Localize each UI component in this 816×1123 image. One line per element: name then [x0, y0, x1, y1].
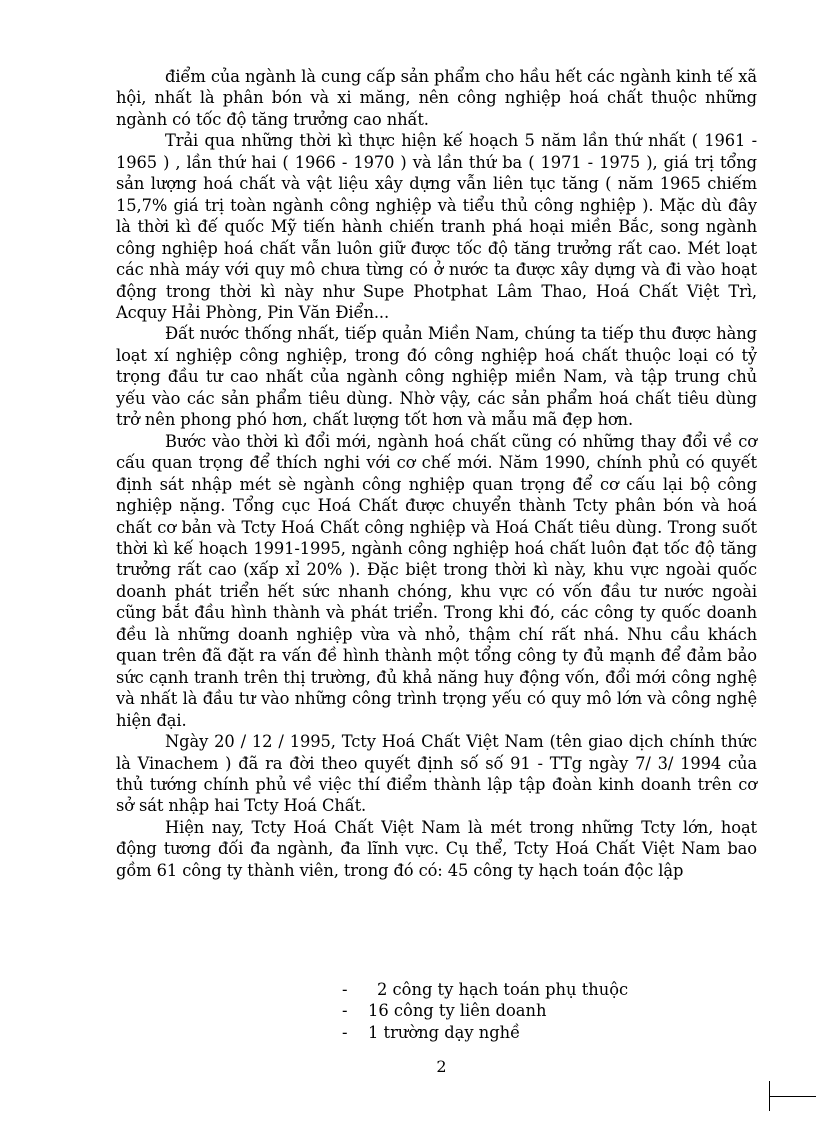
list-item	[342, 1000, 628, 1021]
paragraph-five-year-plans: Trải qua những thời kì thực hiện kế hoạch 5 năm lần thứ nhất ( 1961 - 1965 ) , lần thứ hai ( 1966 - 1970 ) và lần thứ ba ( 1971 - 1975 ), giá trị tổng sản lượng hoá chất và vật liệu xây dựng vẫn liên tục tăng ( năm 1965 chiếm 15,7% giá trị toàn ngành công nghiệp và tiểu thủ công nghiệp ). Mặc dù đây là thời kì đế quốc Mỹ tiến hành chiến tranh phá hoại miền Bắc, song ngành công nghiệp hoá chất vẫn luôn giữ được tốc độ tăng trưởng rất cao. Mét loạt các nhà máy với quy mô chưa từng có ở nước ta được xây dựng và đi vào hoạt động trong thời kì này như Supe Photphat Lâm Thao, Hoá Chất Việt Trì, Acquy Hải Phòng, Pin Văn Điển...	[116, 131, 757, 322]
paragraph-renovation: Bước vào thời kì đổi mới, ngành hoá chất cũng có những thay đổi về cơ cấu quan trọng để thích nghi với cơ chế mới. Năm 1990, chính phủ có quyết định sát nhập mét sè ngành công nghiệp quan trọng để cơ cấu lại bộ công nghiệp nặng. Tổng cục Hoá Chất được chuyển thành Tcty phân bón và hoá chất cơ bản và Tcty Hoá Chất công nghiệp và Hoá Chất tiêu dùng. Trong suốt thời kì kế hoạch 1991-1995, ngành công nghiệp hoá chất luôn đạt tốc độ tăng trưởng rất cao (xấp xỉ 20% ). Đặc biệt trong thời kì này, khu vực ngoài quốc doanh phát triển hết sức nhanh chóng, khu vực có vốn đầu tư nước ngoài cũng bắt đầu hình thành và phát triển. Trong khi đó, các công ty quốc doanh đều là những doanh nghiệp vừa và nhỏ, thậm chí rất nhá. Nhu cầu khách quan trên đã đặt ra vấn đề hình thành một tổng công ty đủ mạnh để đảm bảo sức cạnh tranh trên thị trường, đủ khả năng huy động vốn, đổi mới công nghệ và nhất là đầu tư vào những công trình trọng yếu có quy mô lớn và công nghệ hiện đại.	[116, 431, 757, 730]
paragraph-current-structure: Hiện nay, Tcty Hoá Chất Việt Nam là mét trong những Tcty lớn, hoạt động tương đối đa ngành, đa lĩnh vực. Cụ thể, Tcty Hoá Chất Việt Nam bao gồm 61 công ty thành viên, trong đó có: 45 công ty hạch toán độc lập	[116, 817, 757, 880]
paragraph-continuation: điểm của ngành là cung cấp sản phẩm cho hầu hết các ngành kinh tế xã hội, nhất là phân bón và xi măng, nên công nghiệp hoá chất thuộc những ngành có tốc độ tăng trưởng cao nhất.	[116, 67, 757, 129]
list-item	[342, 1022, 628, 1043]
corner-mark-horizontal	[769, 1096, 816, 1097]
list-bullet: -	[342, 1022, 348, 1042]
list-item-text: 2 công ty hạch toán phụ thuộc	[377, 980, 629, 999]
paragraph-reunification: Đất nước thống nhất, tiếp quản Miền Nam, chúng ta tiếp thu được hàng loạt xí nghiệp công nghiệp, trong đó công nghiệp hoá chất thuộc loại có tỷ trọng đầu tư cao nhất của ngành công nghiệp miền Nam, và tập trung chủ yếu vào các sản phẩm tiêu dùng. Nhờ vậy, các sản phẩm hoá chất tiêu dùng trở nên phong phó hơn, chất lượng tốt hơn và mẫu mã đẹp hơn.	[116, 324, 757, 430]
list-bullet: -	[342, 980, 348, 999]
page-number: 2	[436, 1057, 447, 1076]
list-item-text: 1 trường dạy nghề	[368, 1022, 521, 1042]
member-company-list	[342, 979, 628, 1043]
paragraph-vinachem-founding: Ngày 20 / 12 / 1995, Tcty Hoá Chất Việt Nam (tên giao dịch chính thức là Vinachem ) đã ra đời theo quyết định số số 91 - TTg ngày 7/ 3/ 1994 của thủ tướng chính phủ về việc thí điểm thành lập tập đoàn kinh doanh trên cơ sở sát nhập hai Tcty Hoá Chất.	[116, 732, 757, 816]
list-bullet: -	[342, 1001, 348, 1021]
body-text	[116, 66, 757, 881]
list-item-text: 16 công ty liên doanh	[368, 1001, 547, 1021]
list-item	[342, 979, 628, 1000]
